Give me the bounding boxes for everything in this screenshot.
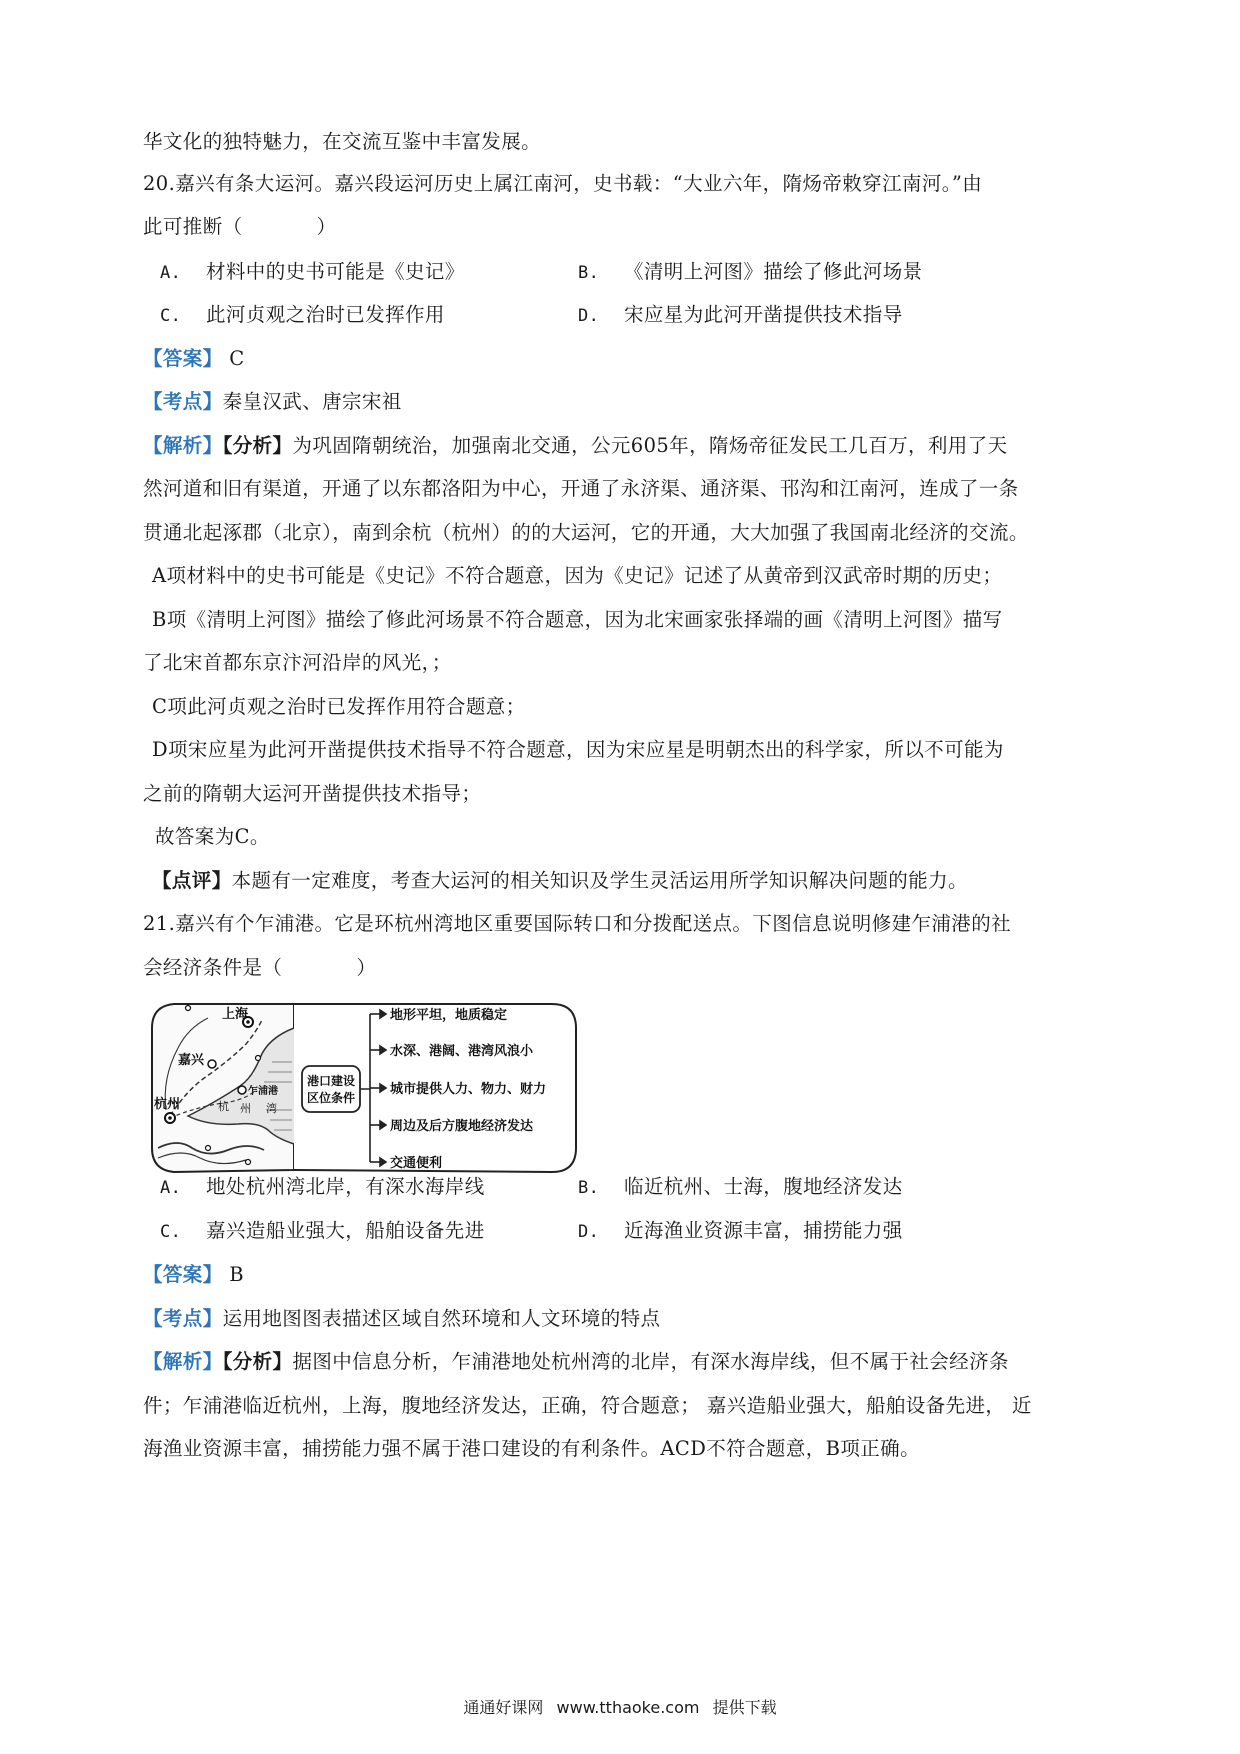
option-text: 此河贞观之治时已发挥作用 — [206, 303, 445, 326]
option-text: 近海渔业资源丰富，捕捞能力强 — [624, 1219, 903, 1242]
knowledge-text: 运用地图图表描述区域自然环境和人文环境的特点 — [222, 1307, 661, 1330]
option-text: 《清明上河图》描绘了修此河场景 — [624, 260, 923, 283]
analysis-line: C项此河贞观之治时已发挥作用符合题意； — [152, 695, 526, 718]
knowledge-text: 秦皇汉武、唐宗宋祖 — [222, 390, 402, 413]
map-label-hangzhou: 杭州 — [154, 1097, 181, 1112]
condition-item: 交通便利 — [390, 1156, 443, 1171]
map-panel — [152, 1004, 294, 1172]
analysis-line: 之前的隋朝大运河开凿提供技术指导； — [143, 782, 482, 805]
option-b — [578, 259, 923, 286]
analysis-line: B项《清明上河图》描绘了修此河场景不符合题意，因为北宋画家张择端的画《清明上河图》描写 — [152, 608, 1003, 631]
answer-value: B — [229, 1263, 244, 1286]
paragraph-line: 华文化的独特魅力，在交流互鉴中丰富发展。 — [143, 130, 542, 153]
center-node — [302, 1066, 360, 1112]
condition-item: 城市提供人力、物力、财力 — [390, 1082, 547, 1097]
map-label-bay: 州 — [240, 1102, 251, 1115]
port-location-figure — [148, 998, 580, 1178]
condition-item: 水深、港阔、港湾风浪小 — [390, 1044, 534, 1059]
condition-item: 周边及后方腹地经济发达 — [390, 1119, 534, 1134]
analysis-line — [143, 433, 1008, 459]
answer-tag: 【答案】 — [143, 1263, 223, 1286]
knowledge-tag: 【考点】 — [143, 390, 223, 413]
question-21-stem-end — [143, 955, 376, 981]
center-node-line1: 港口建设 — [306, 1074, 356, 1088]
option-a — [160, 259, 465, 286]
page-footer — [0, 1695, 1240, 1718]
analysis-line: 了北宋首都东京汴河沿岸的风光，； — [143, 651, 452, 674]
comment-text: 本题有一定难度，考查大运河的相关知识及学生灵活运用所学知识解决问题的能力。 — [231, 869, 968, 892]
analysis-line: 贯通北起涿郡（北京），南到余杭（杭州）的的大运河，它的开通，大大加强了我国南北经济的交流。 — [143, 521, 1029, 544]
analysis-line: A项材料中的史书可能是《史记》不符合题意，因为《史记》记述了从黄帝到汉武帝时期的历史； — [152, 564, 1003, 587]
option-text: 临近杭州、士海，腹地经济发达 — [624, 1175, 903, 1198]
map-label-jiaxing: 嘉兴 — [178, 1053, 205, 1068]
answer-line — [143, 346, 245, 372]
comment-line — [152, 868, 968, 894]
analysis-line: 件；乍浦港临近杭州，上海，腹地经济发达，正确，符合题意； 嘉兴造船业强大，船舶设备先进， 近 — [143, 1394, 1032, 1417]
question-21-stem: 21.嘉兴有个乍浦港。它是环杭州湾地区重要国际转口和分拨配送点。下图信息说明修建乍浦港的社 — [143, 912, 1012, 935]
option-text: 材料中的史书可能是《史记》 — [206, 260, 465, 283]
option-c — [160, 1218, 485, 1245]
center-node-line2: 区位条件 — [306, 1091, 356, 1105]
analysis-tag: 【解析】 — [143, 434, 223, 457]
map-label-bay: 杭 — [218, 1100, 229, 1113]
option-letter: A. — [160, 263, 182, 283]
question-text: 会经济条件是（ — [143, 956, 283, 979]
fenxi-tag: 【分析】 — [222, 1350, 293, 1373]
answer-line — [143, 1262, 244, 1288]
fenxi-tag: 【分析】 — [222, 434, 293, 457]
condition-item: 地形平坦，地质稳定 — [390, 1008, 508, 1023]
option-a — [160, 1174, 485, 1201]
analysis-line: 然河道和旧有渠道，开通了以东都洛阳为中心，开通了永济渠、通济渠、邗沟和江南河，连成了一条 — [143, 477, 1019, 500]
map-label-shanghai: 上海 — [222, 1007, 249, 1022]
option-b — [578, 1174, 903, 1201]
map-label-bay: 湾 — [266, 1102, 277, 1115]
comment-tag: 【点评】 — [152, 869, 232, 892]
jiaxing-marker — [208, 1060, 216, 1068]
option-c — [160, 302, 445, 329]
question-20-stem-end — [143, 214, 336, 240]
option-letter: D. — [578, 306, 600, 326]
option-text: 嘉兴造船业强大，船舶设备先进 — [206, 1219, 485, 1242]
option-letter: B. — [578, 263, 600, 283]
option-letter: C. — [160, 1222, 182, 1242]
footer-url[interactable]: www.tthaoke.com — [556, 1698, 700, 1717]
analysis-line: D项宋应星为此河开凿提供技术指导不符合题意，因为宋应星是明朝杰出的科学家，所以不可能为 — [152, 738, 1004, 761]
option-letter: A. — [160, 1178, 182, 1198]
zhapu-marker — [238, 1086, 246, 1094]
knowledge-point-line — [143, 1306, 660, 1332]
question-text: ） — [356, 956, 377, 979]
footer-note: 提供下载 — [712, 1698, 777, 1717]
question-text: ） — [316, 215, 337, 238]
analysis-text: 据图中信息分析，乍浦港地处杭州湾的北岸，有深水海岸线，但不属于社会经济条 — [292, 1350, 1009, 1373]
option-d — [578, 1218, 903, 1245]
conditions-panel — [294, 1004, 576, 1172]
option-text: 宋应星为此河开凿提供技术指导 — [624, 303, 903, 326]
map-label-zhapu: 乍浦港 — [248, 1086, 278, 1097]
analysis-line — [143, 1349, 1009, 1375]
analysis-text: 为巩固隋朝统治，加强南北交通，公元605年，隋炀帝征发民工几百万，利用了天 — [292, 434, 1008, 457]
option-letter: B. — [578, 1178, 600, 1198]
answer-value: C — [229, 347, 245, 370]
answer-tag: 【答案】 — [143, 347, 223, 370]
knowledge-point-line — [143, 389, 402, 415]
option-letter: C. — [160, 306, 182, 326]
option-letter: D. — [578, 1222, 600, 1242]
footer-site: 通通好课网 — [463, 1698, 544, 1717]
knowledge-tag: 【考点】 — [143, 1307, 223, 1330]
analysis-line: 故答案为C。 — [155, 825, 270, 848]
question-20-stem: 20.嘉兴有条大运河。嘉兴段运河历史上属江南河，史书载：“大业六年，隋炀帝敕穿江南河。”由 — [143, 172, 983, 195]
analysis-line: 海渔业资源丰富，捕捞能力强不属于港口建设的有利条件。ACD不符合题意，B项正确。 — [143, 1437, 920, 1460]
option-d — [578, 302, 903, 329]
analysis-tag: 【解析】 — [143, 1350, 223, 1373]
question-text: 此可推断（ — [143, 215, 243, 238]
option-text: 地处杭州湾北岸，有深水海岸线 — [206, 1175, 485, 1198]
